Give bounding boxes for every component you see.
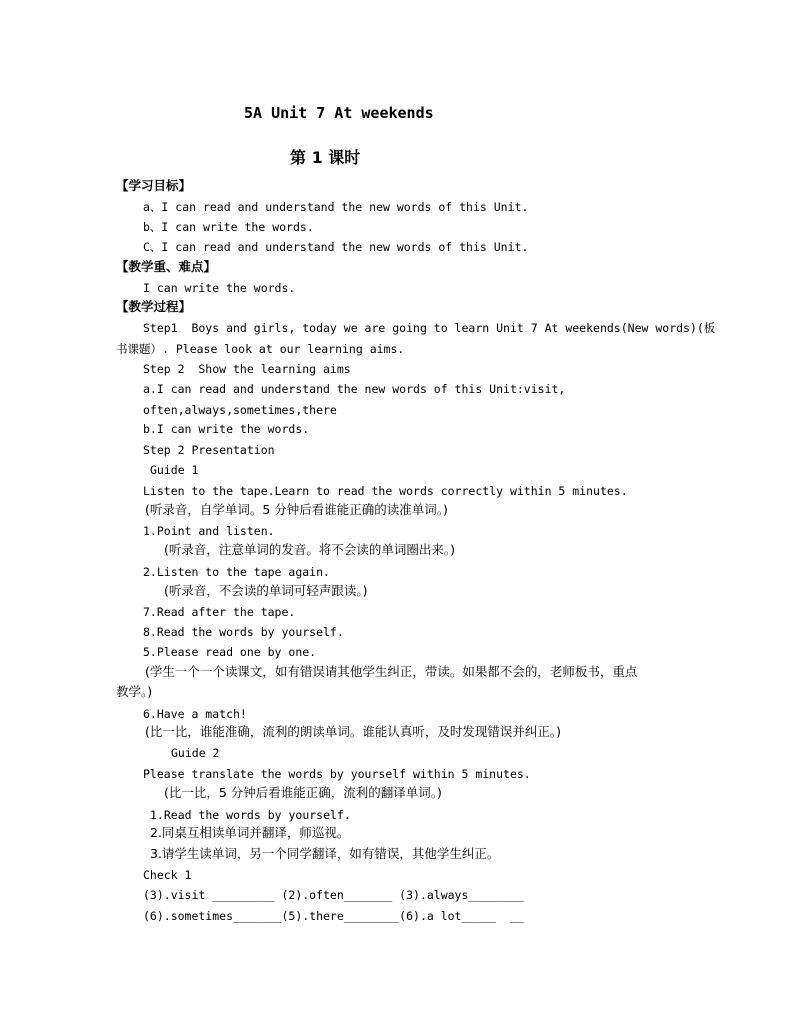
item-6-note: (比一比，谁能准确，流利的朗读单词。谁能认真听，及时发现错误并纠正。): [145, 724, 562, 739]
step2-show-aims: Step 2 Show the learning aims: [143, 362, 351, 376]
item-1-note: (听录音，注意单词的发音。将不会读的单词圈出来。): [164, 542, 456, 557]
check-line-1: (3).visit _________ (2).often_______ (3).always________: [143, 888, 524, 902]
key-points-heading: 【教学重、难点】: [116, 259, 217, 274]
item-5: 5.Please read one by one.: [143, 645, 317, 659]
key-point: I can write the words.: [143, 281, 296, 295]
item-2-note: (听录音，不会读的单词可轻声跟读。): [164, 583, 368, 598]
goal-a: a、I can read and understand the new words of this Unit.: [143, 200, 529, 214]
goal-c: C、I can read and understand the new words of this Unit.: [143, 240, 529, 254]
item-5-note-line2: 教学。): [116, 684, 153, 699]
aim-a-line1: a.I can read and understand the new words of this Unit:visit,: [143, 382, 566, 396]
item-2: 2.Listen to the tape again.: [143, 565, 330, 579]
goals-heading: 【学习目标】: [116, 178, 192, 193]
check-line-2: (6).sometimes_______(5).there________(6).a lot_____ __: [143, 909, 524, 923]
item-6: 6.Have a match!: [143, 707, 247, 721]
item-5-note-line1: (学生一个一个读课文，如有错误请其他学生纠正，带读。如果都不会的，老师板书，重点: [145, 664, 638, 679]
document-title: 5A Unit 7 At weekends: [244, 104, 434, 122]
aim-a-line2: often,always,sometimes,there: [143, 403, 337, 417]
step2-presentation: Step 2 Presentation: [143, 443, 275, 457]
check1-label: Check 1: [143, 868, 192, 882]
guide2-label: Guide 2: [171, 746, 220, 760]
guide2-note: (比一比，5 分钟后看谁能正确，流利的翻译单词。): [164, 785, 442, 800]
guide1-note: (听录音，自学单词。5 分钟后看谁能正确的读准单词。): [145, 502, 448, 517]
guide2-item-2: 2.同桌互相读单词并翻译，师巡视。: [150, 825, 350, 840]
lesson-number: 第 1 课时: [290, 148, 361, 167]
step1-line1: Step1 Boys and girls, today we are going to learn Unit 7 At weekends(New words)(板: [143, 321, 716, 335]
guide2-instruction: Please translate the words by yourself within 5 minutes.: [143, 767, 531, 781]
guide1-instruction: Listen to the tape.Learn to read the words correctly within 5 minutes.: [143, 484, 628, 498]
step1-line2: 书课题）. Please look at our learning aims.: [116, 342, 405, 356]
process-heading: 【教学过程】: [116, 299, 192, 314]
aim-b: b.I can write the words.: [143, 422, 310, 436]
item-7: 7.Read after the tape.: [143, 605, 296, 619]
guide2-item-1: 1.Read the words by yourself.: [150, 808, 351, 822]
item-1: 1.Point and listen.: [143, 524, 275, 538]
guide2-item-3: 3.请学生读单词，另一个同学翻译，如有错误，其他学生纠正。: [150, 846, 500, 861]
item-8: 8.Read the words by yourself.: [143, 625, 344, 639]
goal-b: b、I can write the words.: [143, 220, 314, 234]
guide1-label: Guide 1: [150, 463, 199, 477]
